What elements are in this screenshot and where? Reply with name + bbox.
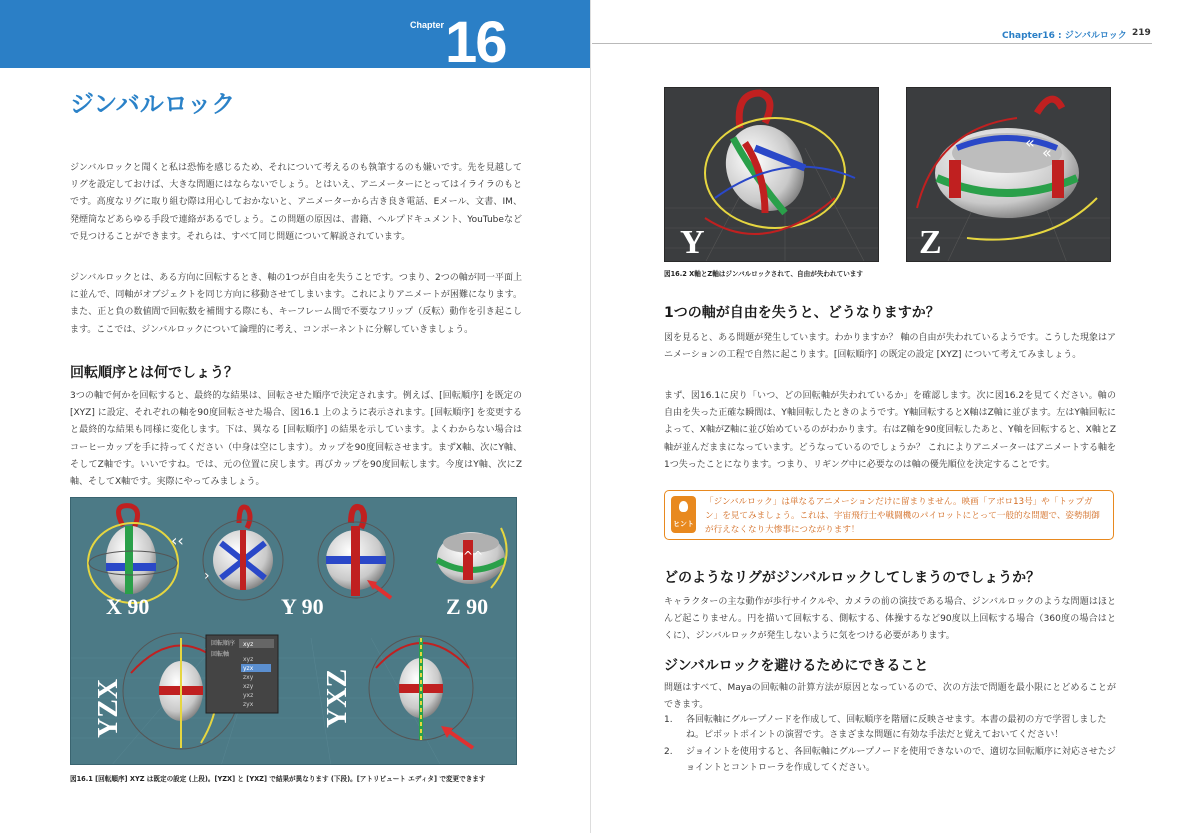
menu-subtitle: 回転軸 [211, 651, 230, 658]
chapter-title: ジンバルロック [70, 90, 236, 118]
figure-16-2-caption: 図16.2 X軸とZ軸はジンバルロックされて、自由が失われています [664, 270, 863, 278]
section-heading-which-rigs: どのようなリグがジンバルロックしてしまうのでしょうか？ [664, 570, 1041, 586]
menu-option: xyz [243, 656, 254, 663]
figure-16-2-right-illustration [907, 88, 1111, 262]
list-item: 2. ジョイントを使用すると、各回転軸にグループノードを使用できないので、適切な回転順序に対応させたジョイントとコントローラを作成してください。 [664, 747, 1116, 773]
section-axis-freedom-p1: 図を見ると、ある問題が発生しています。わかりますか？ 軸の自由が失われているようです。こうした現象はアニメーションの工程で自然に起こります。[回転順序] の既定の設定 [XYZ] について考えてみましょう。 [664, 333, 1116, 361]
cup-yxz [369, 636, 473, 748]
hint-box [664, 490, 1114, 540]
intro-paragraph-2: ジンバルロックとは、ある方向に回転するとき、軸の1つが自由を失うことです。つまり、2つの軸が同一平面上に並んで、同軸がオブジェクトを同じ方向に移動させてしまいます。これによりアニメートが困難になります。また、正と負の数値間で回転数を補間する際にも、キーフレーム間で不要なフリップ（反転）動作を引き起こします。ここでは、ジンバルロックについて論理的に考え、コンポーネントに分解していきましょう。 [70, 273, 522, 335]
chapter-number: 16 [445, 10, 506, 75]
lightbulb-icon [679, 501, 688, 512]
menu-option: zyx [243, 701, 254, 708]
section-heading-rotation-order: 回転順序とは何でしょう？ [70, 365, 238, 381]
cup-z90 [437, 528, 507, 588]
section-heading-axis-freedom: 1つの軸が自由を失うと、どうなりますか？ [664, 305, 940, 321]
cup-y90 [203, 507, 283, 600]
section-axis-freedom-p2: まず、図16.1に戻り「いつ、どの回転軸が失われているか」を確認します。次に図16.2を見てください。軸の自由を失った正確な瞬間は、Y軸回転したときのようです。Y軸回転するとX軸はZ軸に並びます。左はY軸回転によって、X軸がZ軸に並び始めているのがわかります。右はZ軸を90度回転したあと、Y軸を回転すると、X軸とZ軸が並んだままになっています。どうなっているのでしょうか？ これによりアニメーターはアニメートする軸を1つ失ったことになります。つまり、リギング中に必要なのは軸の優先順位を決定することです。 [664, 391, 1116, 470]
svg-text:‹‹: ‹‹ [171, 531, 184, 550]
label-z90: Z 90 [446, 594, 489, 619]
rotate-order-menu [206, 635, 278, 713]
menu-option: zxy [243, 674, 254, 681]
menu-selected-value: xyz [243, 641, 254, 648]
figure-16-2-left [664, 87, 879, 262]
list-item: 1. 各回転軸にグループノードを作成して、回転順序を階層に反映させます。本書の最初の方で学習しましたね。ピボットポイントの演習です。さまざまな問題に有効な手法だと覚えておいてください！ [664, 715, 1107, 741]
label-fig2-z: Z [919, 224, 942, 261]
figure-16-1-illustration [71, 498, 517, 765]
label-x90: X 90 [106, 594, 150, 619]
menu-option: xzy [243, 683, 254, 690]
label-yzx: YZX [93, 678, 124, 738]
figure-16-2-right [906, 87, 1111, 262]
menu-option: yzx [243, 665, 254, 672]
label-yxz: YXZ [322, 668, 353, 728]
cup-x90 [88, 506, 184, 603]
menu-title: 回転順序 [211, 640, 236, 647]
section-which-rigs-body: キャラクターの主な動作が歩行サイクルや、カメラの前の演技である場合、ジンバルロックのような問題はほとんど起こりません。円を描いて回転する、側転する、体操するなど90度以上回転する場合（360度の場合はとくに）、ジンバルロックが発生しないように気をつける必要があります。 [664, 597, 1116, 642]
section-heading-avoid: ジンバルロックを避けるためにできること [664, 658, 929, 674]
svg-text:›: › [204, 568, 210, 584]
list-item-text: ジョイントを使用すると、各回転軸にグループノードを使用できないので、適切な回転順序に対応させたジョイントとコントローラを作成してください。 [686, 747, 1116, 773]
hint-label: ヒント [673, 520, 694, 528]
svg-text:^^: ^^ [463, 549, 484, 563]
section-avoid-intro: 問題はすべて、Mayaの回転軸の計算方法が原因となっているので、次の方法で問題を最小限にとどめることができます。 [664, 683, 1116, 711]
hint-text: 「ジンバルロック」は単なるアニメーションだけに留まりません。映画「アポロ13号」や「トップガン」を見てみましょう。これは、宇宙飛行士や戦闘機のパイロットにとって一般的な問題で、姿勢制御が行えなくなり大惨事につながります！ [705, 497, 1100, 535]
chapter-word: Chapter [410, 20, 445, 30]
figure-16-2-left-illustration [665, 88, 879, 262]
svg-text:«: « [1025, 133, 1035, 152]
right-page [592, 0, 1183, 833]
page-number: 219 [1132, 28, 1151, 38]
label-y90: Y 90 [281, 594, 324, 619]
avoid-steps-list [664, 713, 1116, 778]
section-body-rotation-order: 3つの軸で何かを回転すると、最終的な結果は、回転させた順序で決定されます。例えば、[回転順序] を既定の [XYZ] に設定、それぞれの軸を90度回転させた場合、図16.1 上のように表示されます。[回転順序] を変更すると最終的な結果も同様に変化します。下は、異なる [回転順序] の結果を示しています。よくわからない場合はコーヒーカップを手に持ってください（中身は空にします）。カップを90度回転させます。まずX軸、次にY軸、そしてZ軸です。いいですね。では、元の位置に戻します。再びカップを90度回転します。今度はY軸、次にZ軸、そしてX軸です。実際にやってみましょう。 [70, 391, 522, 488]
left-page [0, 0, 591, 833]
hint-badge [671, 496, 696, 533]
cup-y90-b [318, 507, 394, 598]
intro-paragraph-1: ジンバルロックと聞くと私は恐怖を感じるため、それについて考えるのも執筆するのも嫌いです。先を見越してリグを設定しておけば、大きな問題にはならないでしょう。とはいえ、アニメーターにとってはイライラのもとです。高度なリグに取り組む際は用心しておかないと、アニメーターから古き良き電話、Eメール、文書、IM、発煙筒などあらゆる手段で連絡があるでしょう。この問題の原因は、書籍、ヘルプドキュメント、YouTubeなどで見つけることができます。それらは、すべて同じ問題について解説されています。 [70, 163, 522, 242]
list-item-text: 各回転軸にグループノードを作成して、回転順序を階層に反映させます。本書の最初の方で学習しましたね。ピボットポイントの演習です。さまざまな問題に有効な手法だと覚えておいてください！ [686, 715, 1107, 741]
chapter-banner [0, 0, 591, 75]
label-fig2-y: Y [680, 224, 705, 261]
header-rule [592, 43, 1152, 44]
menu-option: yxz [243, 692, 254, 699]
figure-16-1-caption: 図16.1 [回転順序] XYZ は既定の設定 (上段)。[YZX] と [YXZ] で結果が異なります (下段)。[アトリビュート エディタ] で変更できます [70, 775, 486, 783]
svg-text:«: « [1042, 143, 1052, 162]
running-head: Chapter16 : ジンバルロック [1002, 31, 1127, 41]
figure-16-1 [70, 497, 517, 765]
